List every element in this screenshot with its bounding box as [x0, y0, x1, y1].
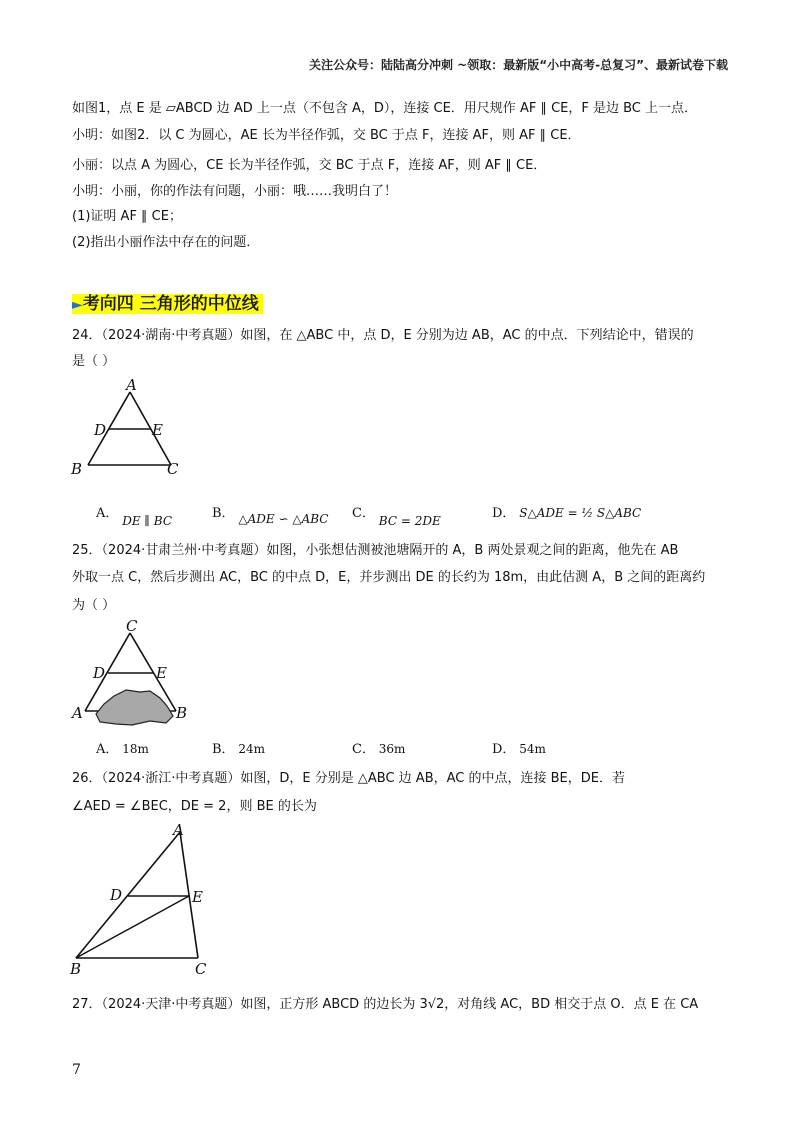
- intro-line-2: 小明：如图2．以 C 为圆心，AE 长为半径作弧，交 BC 于点 F，连接 AF，则 AF ∥ CE．: [72, 128, 581, 143]
- q25-pond-figure: [70, 618, 200, 726]
- q24-option-d[interactable]: [492, 502, 641, 521]
- q26-label-c: C: [195, 960, 207, 978]
- q24-option-b[interactable]: [212, 502, 329, 526]
- q26-line-1: 26．（2024·浙江·中考真题）如图，D，E 分别是 △ABC 边 AB，AC 的中点，连接 BE，DE．若: [72, 771, 625, 786]
- q26-label-d: D: [110, 886, 123, 904]
- q24-label-e: E: [152, 421, 163, 439]
- q24-option-c-key: C．: [352, 506, 375, 521]
- q25-option-c-key: C．: [352, 742, 375, 757]
- q26-side-ab: [76, 832, 180, 958]
- q24-label-c: C: [167, 460, 179, 478]
- q26-label-e: E: [192, 888, 203, 906]
- q25-line-1: 25．（2024·甘肃兰州·中考真题）如图，小张想估测被池塘隔开的 A，B 两处景观之间的距离，他先在 AB: [72, 543, 679, 558]
- section-heading: [72, 289, 263, 314]
- q24-option-a-text: DE ∥ BC: [122, 514, 172, 528]
- q24-option-c-text: BC = 2DE: [378, 514, 441, 528]
- q26-line-2: ∠AED = ∠BEC，DE = 2，则 BE 的长为: [72, 799, 317, 814]
- q25-option-c-text: 36m: [378, 742, 406, 756]
- q25-line-2: 外取一点 C，然后步测出 AC，BC 的中点 D，E，并步测出 DE 的长约为 18m，由此估测 A，B 之间的距离约: [72, 570, 706, 585]
- q26-label-b: B: [70, 960, 82, 978]
- q25-line-3: 为（ ）: [72, 598, 116, 613]
- q24-option-d-key: D．: [492, 506, 516, 521]
- q24-option-d-text: S△ADE = ½ S△ABC: [519, 506, 642, 520]
- page-header: 关注公众号：陆陆高分冲刺 ~领取：最新版“小中高考-总复习”、最新试卷下载: [309, 58, 728, 72]
- q25-option-d-text: 54m: [519, 742, 546, 756]
- q25-label-b: B: [176, 704, 188, 722]
- q25-option-a-text: 18m: [122, 742, 149, 756]
- section-title-text: 考向四 三角形的中位线: [82, 294, 259, 314]
- q25-pond-shape: [96, 690, 173, 725]
- q24-option-a-key: A．: [96, 506, 119, 521]
- q24-label-a: A: [126, 376, 137, 394]
- intro-line-5: (1)证明 AF ∥ CE；: [72, 209, 182, 224]
- q26-label-a: A: [173, 821, 184, 839]
- q24-line-2: 是（ ）: [72, 354, 116, 369]
- q24-triangle-figure: [66, 376, 196, 481]
- q24-option-a[interactable]: [96, 502, 172, 528]
- q24-line-1: 24．（2024·湖南·中考真题）如图，在 △ABC 中，点 D，E 分别为边 AB，AC 的中点．下列结论中，错误的: [72, 328, 694, 343]
- q26-triangle-figure: [62, 818, 222, 980]
- q25-label-a: A: [72, 704, 83, 722]
- q24-option-b-key: B．: [212, 506, 235, 521]
- q25-label-d: D: [93, 664, 106, 682]
- intro-line-3: 小丽：以点 A 为圆心，CE 长为半径作弧，交 BC 于点 F，连接 AF，则 AF ∥ CE．: [72, 158, 547, 173]
- q24-option-b-text: △ADE ∽ △ABC: [238, 512, 329, 526]
- page-number: 7: [72, 1062, 81, 1078]
- q25-option-b[interactable]: [212, 738, 265, 757]
- intro-line-1: 如图1，点 E 是 ▱ABCD 边 AD 上一点（不包含 A，D），连接 CE．用尺规作 AF ∥ CE，F 是边 BC 上一点．: [72, 101, 698, 116]
- section-marker-icon: ►: [72, 297, 83, 313]
- q24-option-c[interactable]: [352, 502, 441, 528]
- q24-label-d: D: [94, 421, 107, 439]
- q25-option-a[interactable]: [96, 738, 149, 757]
- q24-label-b: B: [71, 460, 83, 478]
- q26-segment-be: [76, 896, 189, 958]
- q25-label-e: E: [156, 664, 167, 682]
- q25-option-c[interactable]: [352, 738, 405, 757]
- q25-option-b-text: 24m: [238, 742, 266, 756]
- q25-option-d[interactable]: [492, 738, 546, 757]
- q25-label-c: C: [126, 618, 138, 635]
- q25-option-d-key: D．: [492, 742, 516, 757]
- q25-option-b-key: B．: [212, 742, 235, 757]
- intro-line-6: (2)指出小丽作法中存在的问题．: [72, 235, 260, 250]
- intro-line-4: 小明：小丽，你的作法有问题，小丽：哦……我明白了！: [72, 184, 398, 199]
- q27-line-1: 27．（2024·天津·中考真题）如图，正方形 ABCD 的边长为 3√2，对角线 AC，BD 相交于点 O．点 E 在 CA: [72, 997, 699, 1012]
- q25-option-a-key: A．: [96, 742, 119, 757]
